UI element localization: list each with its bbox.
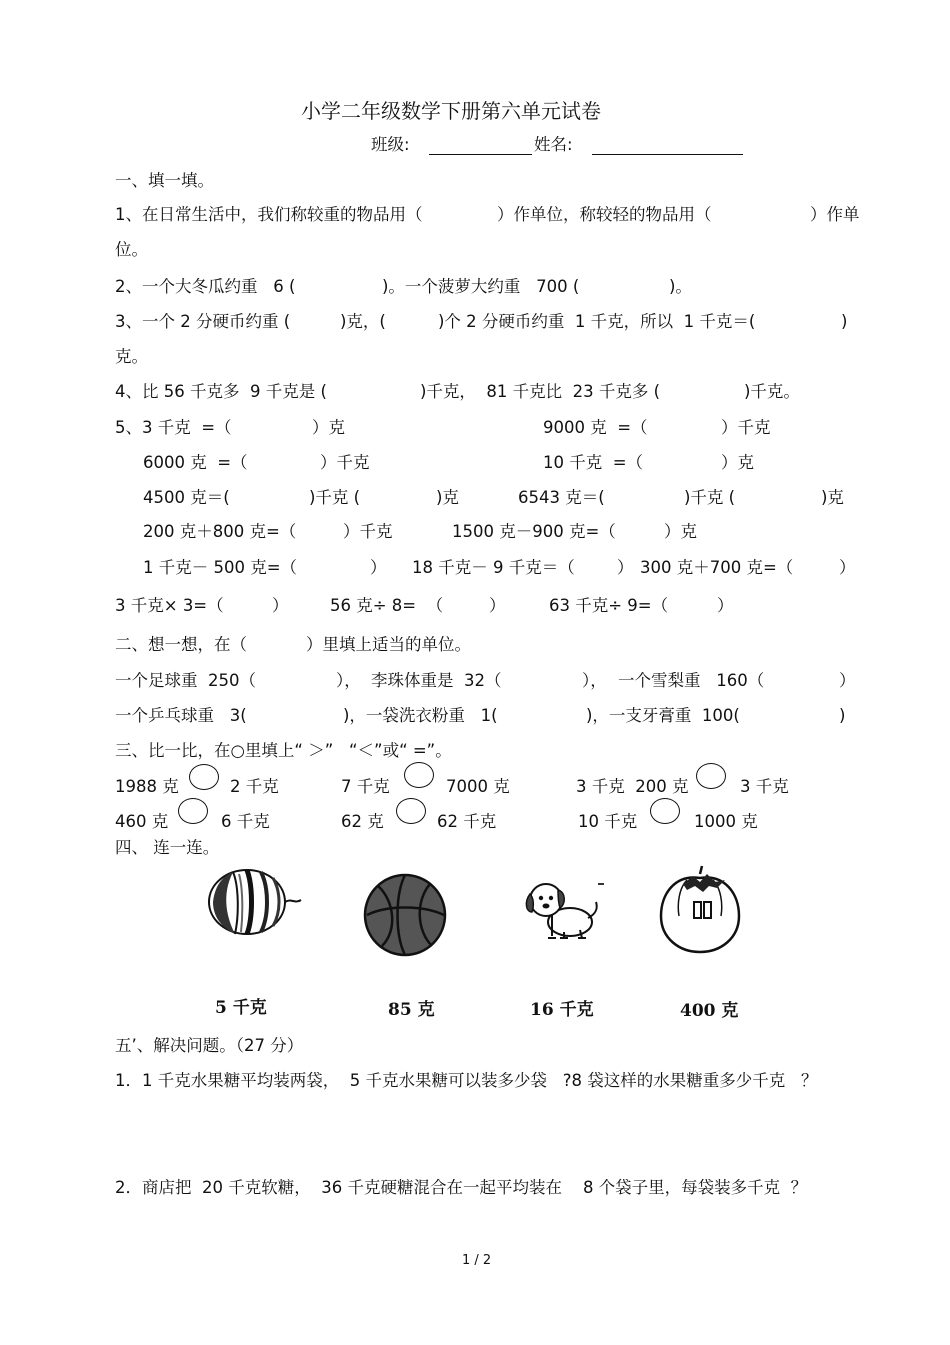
q5-r4-c: 1500 克－900 克=（ [452,522,616,541]
q3-text-d: ) [841,312,848,331]
q5-r4-a: 200 克＋800 克=（ [143,522,297,541]
q5-r5-c: 18 千克－ 9 千克＝（ [412,558,575,577]
q4-text-a: 4、比 56 千克多 9 千克是 ( [115,382,327,401]
watermelon-icon[interactable] [203,866,305,938]
cmp-r1-a-left: 1988 克 [115,777,179,796]
q5-r2-d: ）克 [721,453,754,472]
compare-circle[interactable] [696,763,726,789]
section-2-heading-b: ）里填上适当的单位。 [306,635,471,654]
q5-r6-e: 63 千克÷ 9=（ [549,596,669,615]
weight-label[interactable]: 5 千克 [215,998,267,1018]
s2-r1-a: 一个足球重 250（ [115,671,256,690]
problem-2: 2．商店把 20 千克软糖， 36 千克硬糖混合在一起平均装在 8 个袋子里，每袋装多千克 ？ [115,1178,808,1197]
q5-r6-b: ） [272,596,289,615]
cmp-r1-a-right: 2 千克 [230,777,279,796]
cmp-r1-b-left: 7 千克 [341,777,390,796]
q5-r2-c: 10 千克 =（ [543,453,644,472]
page-number: 1 / 2 [462,1253,492,1268]
cmp-r2-c-left: 10 千克 [578,812,638,831]
q5-r3-f: )克 [821,488,844,507]
s2-r2-c: )，一支牙膏重 100( [586,706,740,725]
q1-text-c: ）作单 [810,205,860,224]
class-label: 班级: [371,135,410,154]
problem-1: 1．1 千克水果糖平均装两袋， 5 千克水果糖可以装多少袋 ?8 袋这样的水果糖重多少千克 ？ [115,1071,818,1090]
cmp-r1-c-right: 3 千克 [740,777,789,796]
cmp-r1-c-left: 3 千克 200 克 [576,777,689,796]
q4-text-b: )千克， 81 千克比 23 千克多 ( [420,382,661,401]
basketball-icon[interactable] [362,872,448,958]
q1-text-d: 位。 [115,240,148,259]
q5-r5-f: ） [839,558,856,577]
q5-r3-b: )千克 ( [309,488,361,507]
s2-r2-a: 一个乒乓球重 3( [115,706,247,725]
compare-circle[interactable] [189,764,219,790]
s2-r2-b: )，一袋洗衣粉重 1( [343,706,498,725]
q5-r5-d: ） [617,558,634,577]
q5-r4-b: ）千克 [343,522,393,541]
q5-r6-d: ） [489,596,506,615]
section-5-heading: 五’、解决问题。（27 分） [115,1036,304,1055]
q5-r5-b: ） [370,558,387,577]
q3-text-a: 3、一个 2 分硬币约重 ( [115,312,291,331]
q5-r5-e: 300 克＋700 克=（ [640,558,794,577]
s2-r1-c: 李珠体重是 32（ [371,671,502,690]
q5-r6-a: 3 千克× 3=（ [115,596,224,615]
s2-r1-d: ）， [582,671,607,690]
section-1-heading: 一、填一填。 [115,171,214,190]
compare-circle[interactable] [404,762,434,788]
section-4-heading: 四、 连一连。 [115,838,220,857]
s2-r1-e: 一个雪梨重 160（ [618,671,765,690]
q3-text-e: 克。 [115,347,148,366]
q5-r6-f: ） [717,596,734,615]
section-2-heading-a: 二、想一想，在（ [115,635,247,654]
weight-label[interactable]: 85 克 [388,1000,435,1020]
tomato-icon[interactable] [657,864,743,954]
compare-circle[interactable] [650,798,680,824]
q5-r2-a: 6000 克 =（ [143,453,248,472]
cmp-r2-a-right: 6 千克 [221,812,270,831]
q3-text-c: )个 2 分硬币约重 1 千克，所以 1 千克＝( [438,312,756,331]
q5-r1-a: 5、3 千克 =（ [115,418,232,437]
q1-text-b: ）作单位，称较轻的物品用（ [497,205,712,224]
q3-text-b: )克，( [340,312,386,331]
section-3-heading: 三、比一比，在○里填上“ ＞” “＜”或“ =”。 [115,741,452,760]
q2-text-a: 2、一个大冬瓜约重 6 ( [115,277,296,296]
weight-label[interactable]: 400 克 [680,1001,739,1021]
q2-text-c: )。 [669,277,692,296]
name-label: 姓名: [534,135,573,154]
name-blank[interactable] [592,154,743,155]
q5-r3-c: )克 [436,488,459,507]
q5-r3-e: )千克 ( [684,488,736,507]
cmp-r2-c-right: 1000 克 [694,812,758,831]
cmp-r2-b-right: 62 千克 [437,812,497,831]
s2-r2-d: ) [839,706,846,725]
puppy-icon[interactable] [520,878,604,944]
q5-r3-d: 6543 克＝( [518,488,605,507]
page-title: 小学二年级数学下册第六单元试卷 [301,99,601,123]
q5-r1-d: ）千克 [721,418,771,437]
q2-text-b: )。一个菠萝大约重 700 ( [382,277,580,296]
compare-circle[interactable] [396,798,426,824]
q5-r1-b: ）克 [312,418,345,437]
cmp-r1-b-right: 7000 克 [446,777,510,796]
q5-r1-c: 9000 克 =（ [543,418,648,437]
q5-r4-d: ）克 [664,522,697,541]
s2-r1-f: ） [839,671,856,690]
q4-text-c: )千克。 [744,382,800,401]
weight-label[interactable]: 16 千克 [530,1000,594,1020]
cmp-r2-b-left: 62 克 [341,812,384,831]
class-blank[interactable] [429,154,532,155]
s2-r1-b: ）， [336,671,361,690]
q5-r5-a: 1 千克－ 500 克=（ [143,558,298,577]
compare-circle[interactable] [178,798,208,824]
q5-r6-c: 56 克÷ 8= （ [330,596,444,615]
q5-r2-b: ）千克 [320,453,370,472]
q5-r3-a: 4500 克＝( [143,488,230,507]
q1-text-a: 1、在日常生活中，我们称较重的物品用（ [115,205,423,224]
cmp-r2-a-left: 460 克 [115,812,169,831]
